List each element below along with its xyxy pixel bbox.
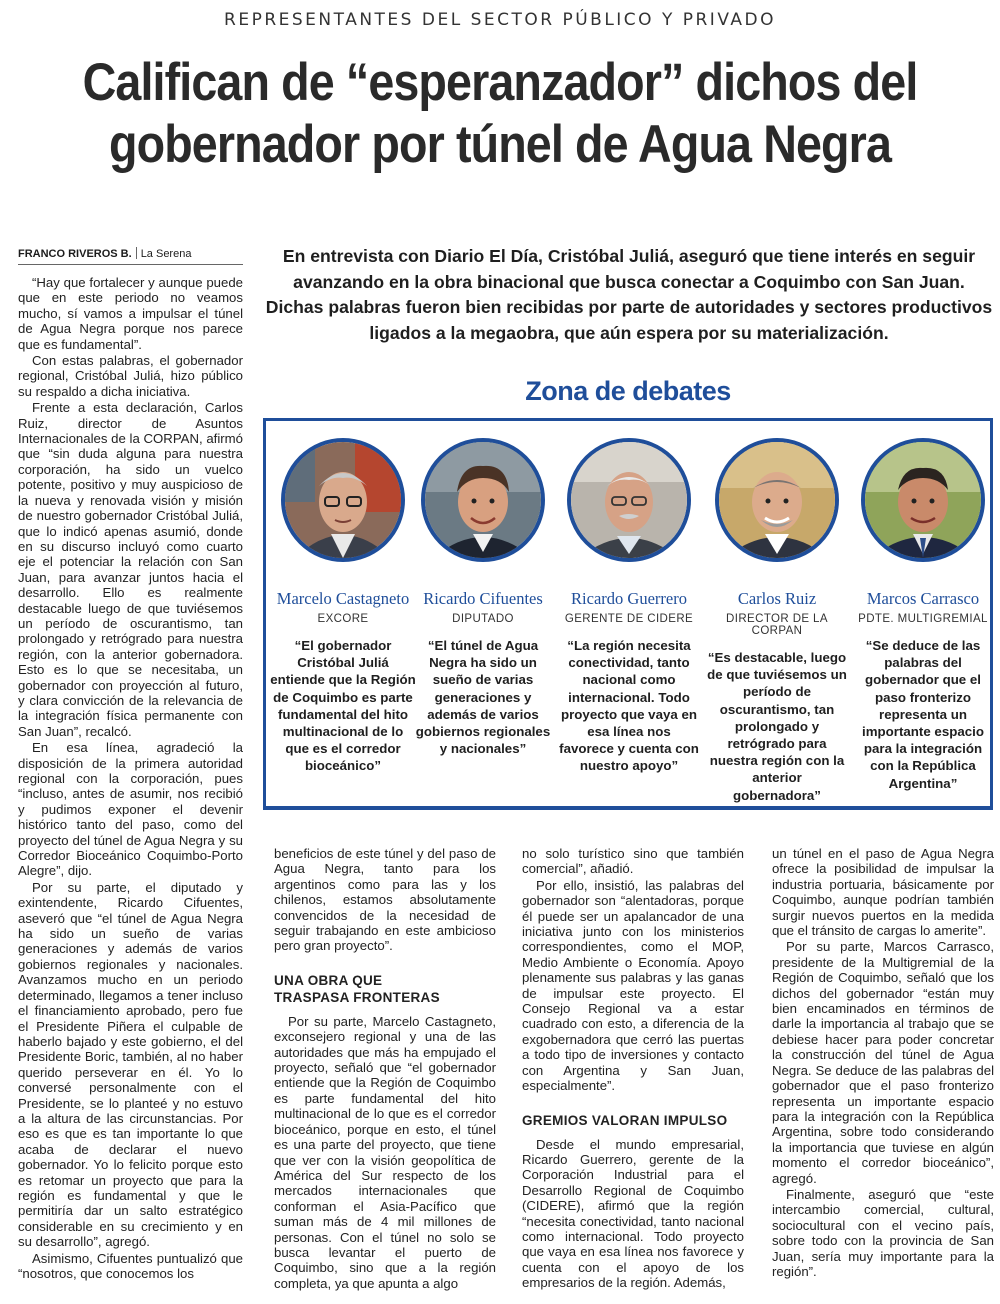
panel-quote: “El gobernador Cristóbal Juliá entiende que la Región de Coquimbo es parte fundamental del hito multinacional de lo que es el corredor bioceánico” bbox=[270, 638, 416, 774]
portrait-photo bbox=[567, 438, 691, 562]
debate-panel bbox=[270, 438, 416, 775]
panel-role: EXCORE bbox=[317, 613, 369, 625]
panel-quote: “La región necesita conectividad, tanto nacional como internacional. Todo proyecto que vaya en esa línea nos favorece y cuenta con nuestro apoyo” bbox=[559, 638, 699, 774]
byline-divider bbox=[136, 247, 137, 259]
paragraph: Por ello, insistió, las palabras del gobernador son “alentadoras, porque él puede ser un apalancador de una iniciativa junto con los ministerios correspondientes, como el MOP, Medio Ambiente o Economía. Apoyo plenamente sus palabras y las ganas de impulsar este proyecto. El Consejo Regional va a estar cuadrado con esto, a diferencia de la exgobernadora que cerró las puertas a todo tipo de inversiones y contacto con Argentina y San Juan, especialmente”. bbox=[522, 877, 744, 1094]
portrait-carlos-ruiz-icon bbox=[719, 442, 835, 558]
portrait-marcelo-castagneto-icon bbox=[285, 442, 401, 558]
paragraph: Por su parte, Marcos Carrasco, presidente de la Multigremial de la Región de Coquimbo, señaló que los dichos del gobernador “están muy bien encaminados en términos de darle la importancia al trabajo que se debiese hacer para poder concretar la construcción del túnel de Agua Negra. Se deduce de las palabras del gobernador que el paso fronterizo representa un importante espacio para la integración con la República Argentina, sobre todo considerando la importancia que tuviese en algún momento el corredor bioceánico”, agregó. bbox=[772, 939, 994, 1186]
body-column-2 bbox=[274, 846, 496, 1296]
body-column-4 bbox=[772, 846, 994, 1296]
portrait-ricardo-guerrero-icon bbox=[571, 442, 687, 558]
body-column-3 bbox=[522, 846, 744, 1296]
panel-name: Carlos Ruiz bbox=[737, 589, 817, 608]
portrait-marcos-carrasco-icon bbox=[865, 442, 981, 558]
panel-name: Marcelo Castagneto bbox=[276, 589, 410, 608]
headline-line-1: Califican de “esperanzador” dichos del bbox=[82, 53, 918, 112]
body-column-1 bbox=[18, 275, 243, 1295]
portrait-photo bbox=[861, 438, 985, 562]
paragraph: Finalmente, aseguró que “este intercambio comercial, cultural, sociocultural con el vecino país, sobre todo con la provincia de San Juan, sería muy importante para la región”. bbox=[772, 1186, 994, 1279]
panel-role: DIRECTOR DE LA CORPAN bbox=[726, 613, 828, 637]
panel-quote: “El túnel de Agua Negra ha sido un sueño de varias generaciones y además de varios gobiernos regionales y nacionales” bbox=[415, 638, 551, 757]
debate-title: Zona de debates bbox=[525, 376, 731, 406]
headline-line-2: gobernador por túnel de Agua Negra bbox=[108, 115, 892, 174]
portrait-photo bbox=[715, 438, 839, 562]
portrait-ricardo-cifuentes-icon bbox=[425, 442, 541, 558]
paragraph: beneficios de este túnel y del paso de Agua Negra, tanto para los argentinos como para las y los chilenos, estamos absolutamente convencidos de la necesidad de seguir trabajando en este ambicioso pero gran proyecto”. bbox=[274, 846, 496, 954]
paragraph: Desde el mundo empresarial, Ricardo Guerrero, gerente de la Corporación Industrial para el Desarrollo Regional de Coquimbo (CIDERE), afirmó que la región “necesita conectividad, tanto nacional como internacional. Todo proyecto que vaya en esa línea nos favorece y cuenta con el apoyo de los empresarios de la región. Además, bbox=[522, 1136, 744, 1291]
panel-quote: “Se deduce de las palabras del gobernador que el paso fronterizo representa un importante espacio para la integración con la República Argentina” bbox=[862, 638, 984, 791]
byline-location: La Serena bbox=[140, 248, 192, 260]
panel-role: GERENTE DE CIDERE bbox=[564, 613, 694, 625]
subhead-line-2: TRASPASA FRONTERAS bbox=[274, 989, 440, 1005]
paragraph: no solo turístico sino que también comercial”, añadió. bbox=[522, 846, 744, 877]
paragraph: Asimismo, Cifuentes puntualizó que “nosotros, que conocemos los bbox=[18, 1250, 243, 1281]
subhead-line-1: UNA OBRA QUE bbox=[274, 972, 383, 988]
debate-panel bbox=[850, 438, 996, 792]
section-subhead: GREMIOS VALORAN IMPULSO bbox=[522, 1112, 728, 1128]
panel-role: DIPUTADO bbox=[452, 613, 514, 625]
byline-author: FRANCO RIVEROS B. bbox=[18, 248, 132, 260]
panel-role: PDTE. MULTIGREMIAL bbox=[858, 613, 988, 625]
panel-name: Ricardo Cifuentes bbox=[423, 589, 543, 608]
paragraph: Por su parte, el diputado y exintendente, Ricardo Cifuentes, aseveró que “el túnel de Agua Negra ha sido un sueño de varias generaciones y además de varios gobiernos regionales y nacionales. Avanzamos mucho en un periodo determinado, llegamos a tener incluso el financiamiento aprobado, pero fue el Presidente Piñera el culpable de haberlo bajado y este gobierno, el del Presidente Boric, también, al no haber querido perseverar en él. Yo lo conversé personalmente con el Presidente, se lo planteé y no estuvo a la altura de las circunstancias. Por eso es que es tan importante lo que acaba de declarar el nuevo gobernador. Yo lo felicito porque esto es retomar un proyecto que para la región es fundamental y que le permitiría dar un salto estratégico considerable en su crecimiento y en su desarrollo”, agregó. bbox=[18, 879, 243, 1250]
byline bbox=[18, 247, 243, 265]
paragraph: un túnel en el paso de Agua Negra ofrece la posibilidad de impulsar la industria portuaria, básicamente por Coquimbo, aunque podrían también surgir nuevos puertos en la medida que el tránsito de cargas lo amerite”. bbox=[772, 846, 994, 939]
paragraph: “Hay que fortalecer y aunque puede que en este periodo no veamos mucho, sí vamos a impulsar el túnel de Agua Negra porque nos parece que es fundamental”. bbox=[18, 275, 243, 352]
paragraph: Por su parte, Marcelo Castagneto, exconsejero regional y una de las autoridades que más ha empujado el proyecto, señaló que “el gobernador entiende que la Región de Coquimbo es parte fundamental del hito multinacional de lo que es el corredor bioceánico, porque en esto, el túnel es una parte del proyecto, que tiene que ver con la visión geopolítica de América del Sur respecto de los mercados internacionales que conforman el Asia-Pacífico que suman más de 4 mil millones de personas. Con el túnel no solo se busca levantar el puerto de Coquimbo, sino que a la región completa, ya que apunta a algo bbox=[274, 1013, 496, 1291]
debate-panel bbox=[556, 438, 702, 775]
section-subhead bbox=[274, 972, 496, 1006]
lead-paragraph: En entrevista con Diario El Día, Cristóbal Juliá, aseguró que tiene interés en seguir avanzando en la obra binacional que busca conectar a Coquimbo con San Juan. Dichas palabras fueron bien recibidas por parte de autoridades y sectores productivos ligados a la megaobra, que aún espera por su materialización. bbox=[265, 246, 993, 343]
debate-panel bbox=[410, 438, 556, 757]
portrait-photo bbox=[281, 438, 405, 562]
kicker: REPRESENTANTES DEL SECTOR PÚBLICO Y PRIVADO bbox=[224, 10, 776, 30]
portrait-photo bbox=[421, 438, 545, 562]
panel-name: Ricardo Guerrero bbox=[571, 589, 687, 608]
paragraph: En esa línea, agradeció la disposición de la primera autoridad regional con la corporación, pues “incluso, antes de asumir, nos recibió y pudimos exponer el devenir histórico tanto del paso, como del proyecto del túnel de Agua Negra y su Corredor Bioceánico Coquimbo-Porto Alegre”, dijo. bbox=[18, 740, 243, 879]
debate-panel bbox=[704, 438, 850, 804]
headline bbox=[60, 52, 940, 176]
panel-quote: “Es destacable, luego de que tuviésemos un período de oscurantismo, tan prolongado y retrógrado para nuestra región con la anterior gobernadora” bbox=[707, 650, 847, 803]
paragraph: Frente a esta declaración, Carlos Ruiz, director de Asuntos Internacionales de la CORPAN, afirmó que “sin duda alguna para nuestra corporación, ha sido un vuelco potente, positivo y muy auspicioso de la nueva y renovada visión y misión de nuestro gobernador Cristóbal Juliá, que lo indicó apenas asumió, donde en su discurso incluyó como cuarto eje el potenciar la relación con San Juan, para avanzar juntos hacia el desarrollo. Ello es realmente destacable luego de que tuviésemos un período de oscurantismo, tan prolongado y retrógrado para nuestra región, con la anterior gobernadora. Esto es lo que se necesitaba, un gobernador con proyección al futuro, y clara convicción de la relevancia de la integración física permanente con San Juan”, recalcó. bbox=[18, 400, 243, 739]
paragraph: Con estas palabras, el gobernador regional, Cristóbal Juliá, hizo público su respaldo a dicha iniciativa. bbox=[18, 353, 243, 399]
panel-name: Marcos Carrasco bbox=[866, 589, 980, 608]
